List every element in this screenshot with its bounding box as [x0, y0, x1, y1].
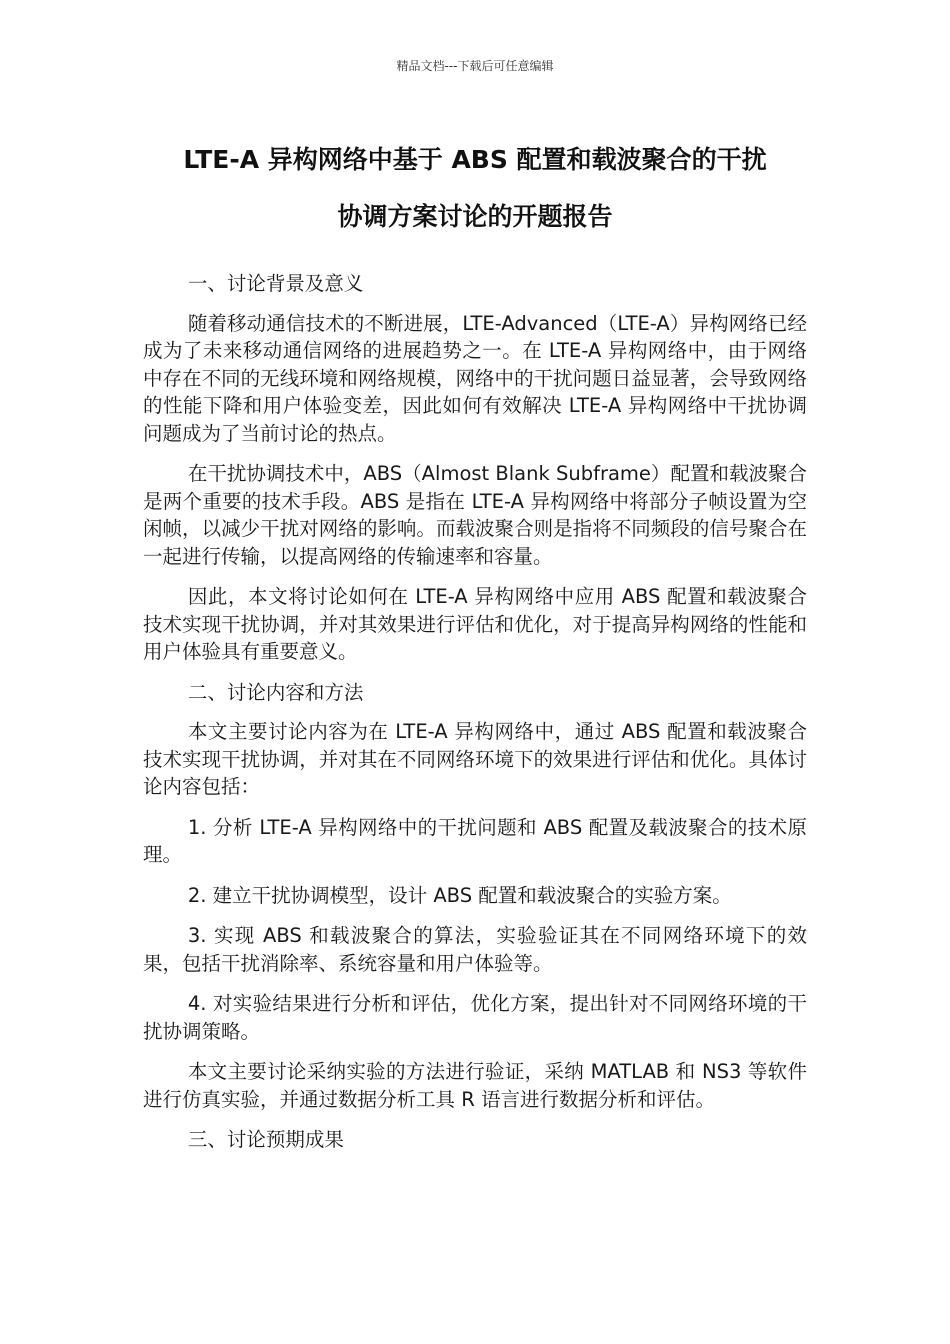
document-body [143, 270, 807, 1166]
document-title-line-2: 协调方案讨论的开题报告 [337, 202, 613, 231]
header-note: 精品文档---下载后可任意编辑 [396, 59, 554, 73]
document-title-line-1: LTE-A 异构网络中基于 ABS 配置和载波聚合的干扰 [183, 145, 767, 174]
section-heading-content-methods: 二、讨论内容和方法 [187, 680, 364, 704]
list-item-1: 1. 分析 LTE-A 异构网络中的干扰问题和 ABS 配置及载波聚合的技术原理。 [143, 815, 807, 866]
list-item-2: 2. 建立干扰协调模型，设计 ABS 配置和载波聚合的实验方案。 [187, 883, 732, 907]
list-item-4: 4. 对实验结果进行分析和评估，优化方案，提出针对不同网络环境的干扰协调策略。 [143, 992, 807, 1043]
paragraph-background-2: 在干扰协调技术中，ABS（Almost Blank Subframe）配置和载波聚合是两个重要的技术手段。ABS 是指在 LTE-A 异构网络中将部分子帧设置为空闲帧，以减少干扰对网络的影响。而载波聚合则是指将不同频段的信号聚合在一起进行传输，以提高网络的传输速率和容量。 [143, 462, 807, 568]
section-heading-background: 一、讨论背景及意义 [187, 272, 364, 295]
list-item-3: 3. 实现 ABS 和载波聚合的算法，实验验证其在不同网络环境下的效果，包括干扰消除率、系统容量和用户体验等。 [143, 924, 807, 975]
section-heading-expected-results: 三、讨论预期成果 [187, 1128, 344, 1151]
paragraph-methods: 本文主要讨论采纳实验的方法进行验证，采纳 MATLAB 和 NS3 等软件进行仿真实验，并通过数据分析工具 R 语言进行数据分析和评估。 [143, 1060, 807, 1111]
paragraph-content-intro: 本文主要讨论内容为在 LTE-A 异构网络中，通过 ABS 配置和载波聚合技术实现干扰协调，并对其在不同网络环境下的效果进行评估和优化。具体讨论内容包括： [143, 720, 807, 798]
paragraph-background-3: 因此，本文将讨论如何在 LTE-A 异构网络中应用 ABS 配置和载波聚合技术实现干扰协调，并对其效果进行评估和优化，对于提高异构网络的性能和用户体验具有重要意义。 [143, 585, 807, 663]
paragraph-background-1: 随着移动通信技术的不断进展，LTE-Advanced（LTE-A）异构网络已经成为了未来移动通信网络的进展趋势之一。在 LTE-A 异构网络中，由于网络中存在不同的无线环境和网络规模，网络中的干扰问题日益显著，会导致网络的性能下降和用户体验变差，因此如何有效解决 LTE-A 异构网络中干扰协调问题成为了当前讨论的热点。 [143, 311, 807, 445]
